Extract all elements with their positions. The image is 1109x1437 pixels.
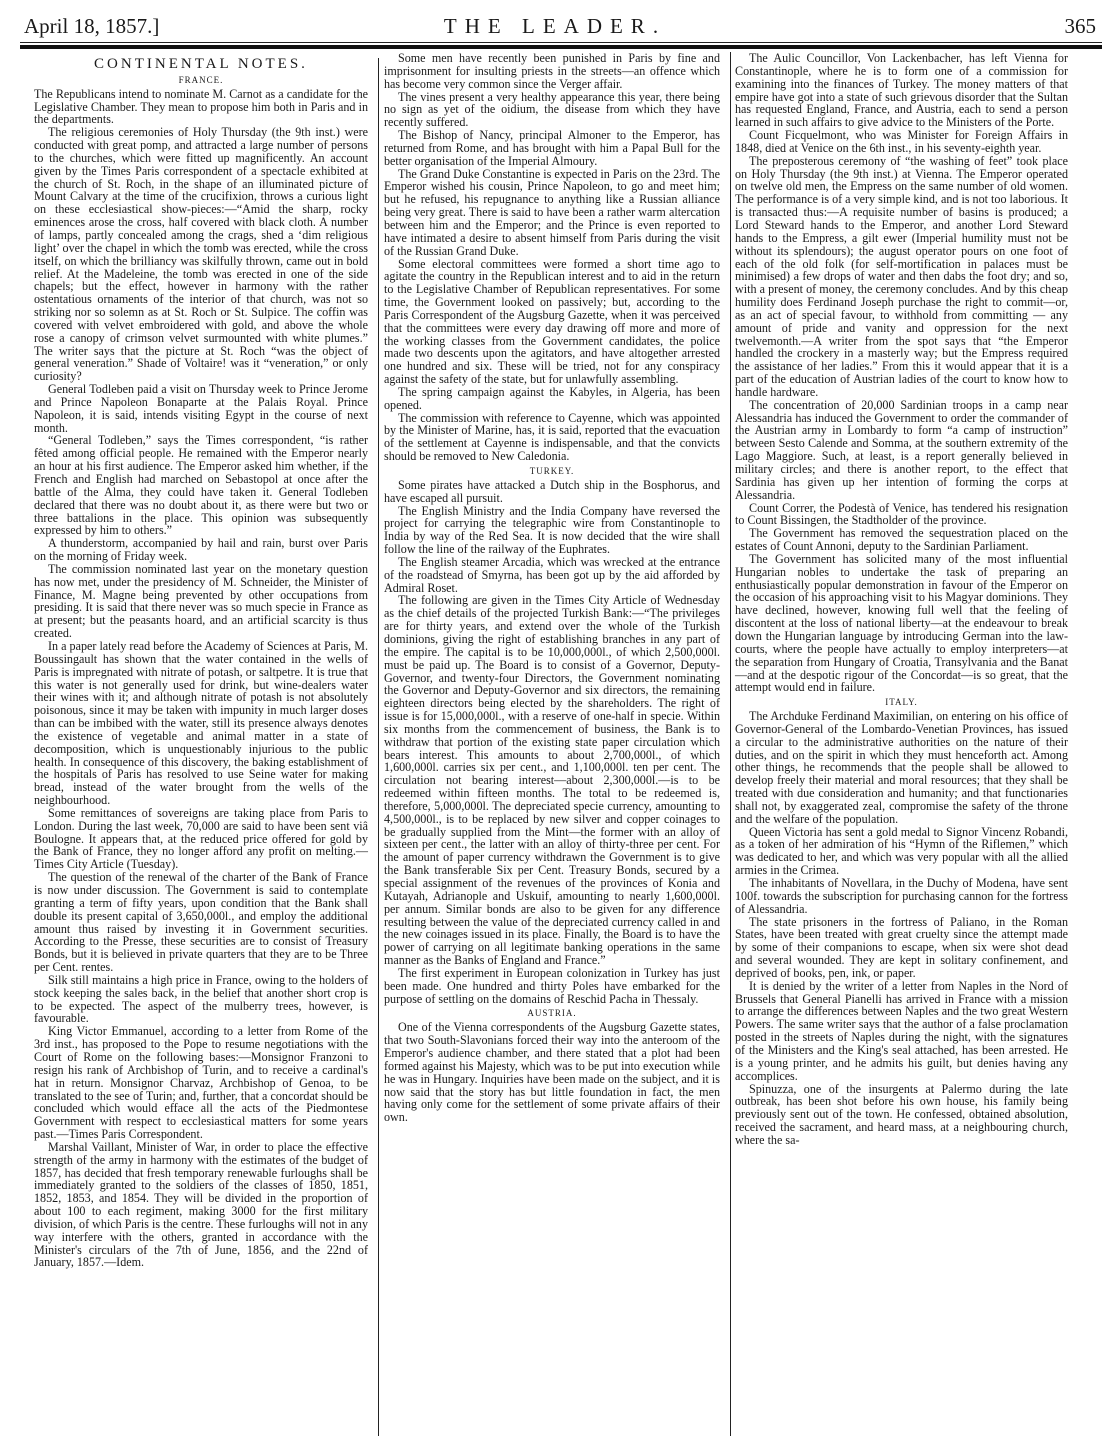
- paragraph: The Grand Duke Constantine is expected in Paris on the 23rd. The Emperor wished his cousin, Prince Napoleon, to go and meet him; but he refused, his repugnance to anything like a Russian alliance being very great. There is said to have been a rather warm altercation between him and the Emperor; and the Prince is even reported to have intimated a desire to absent himself from Paris during the visit of the Russian Grand Duke.: [384, 166, 720, 258]
- paragraph: The spring campaign against the Kabyles, in Algeria, has been opened.: [384, 384, 720, 412]
- column-2: [384, 52, 720, 1124]
- paragraph: The following are given in the Times City Article of Wednesday as the chief details of the projected Turkish Bank:—“The privileges are for thirty years, and extend over the whole of the Turkish dominions, giving the right of establishing branches in any part of the empire. The capital is to be 10,000,000l., of which 2,500,000l. must be paid up. The Board is to consist of a Governor, Deputy-Governor, and twenty-four Directors, the Government nominating the Governor and Deputy-Governor and six directors, the remaining eighteen directors being elected by the shareholders. The right of issue is for 15,000,000l., with a reserve of one-half in specie. Within six months from the commencement of business, the Bank is to withdraw that portion of the existing state paper circulation which bears interest. This amounts to about 2,700,000l., of which 1,600,000l. carries six per cent., and 1,100,000l. ten per cent. The circulation not bearing interest—about 2,300,000l.—is to be redeemed within fifteen months. The total to be redeemed is, therefore, 5,000,000l. The depreciated specie currency, amounting to 4,500,000l., is to be replaced by new silver and copper coinages to be gradually supplied from the Mint—the former with an alloy of sixteen per cent., the latter with an alloy of thirty-three per cent. For the amount of paper currency withdrawn the Government is to give the Bank transferable Six per Cent. Treasury Bonds, secured by a special assignment of the revenues of the provinces of Konia and Kutayah, Adrianople and Uskuif, amounting to nearly 1,600,000l. per annum. Similar bonds are also to be given for any difference resulting between the value of the depreciated currency called in and the new coinages issued in its place. Finally, the Board is to have the power of carrying on all legitimate banking operations in the same manner as the Banks of England and France.”: [384, 593, 720, 968]
- section-heading-france: FRANCE.: [178, 74, 224, 85]
- paragraph-continues: One of the Vienna correspondents of the Augsburg Gazette states, that two South-Slavonians forced their way into the anteroom of the Emperor's audience chamber, and there stated that a plot had been formed against his Majesty, which was to be put into execution while he was in Hungary. Inquiries have been made on the subject, and it is now said that the story has but little foundation in fact, the men having only come for the settlement of some private affairs of their own.: [384, 1020, 720, 1125]
- paragraph: The commission nominated last year on the monetary question has now met, under the presidency of M. Schneider, the Minister of Finance, M. Magne being prevented by other occupations from presiding. It is said that there never was so much specie in France as at present; but the peasants hoard, and an artificial scarcity is thus created.: [34, 561, 368, 641]
- column-divider: [730, 52, 731, 1436]
- paragraph: The Bishop of Nancy, principal Almoner to the Emperor, has returned from Rome, and has brought with him a Papal Bull for the better organisation of the Imperial Almoury.: [384, 128, 720, 168]
- paragraph: Spinuzza, one of the insurgents at Palermo during the late outbreak, has been shot before his own house, his family being previously sent out of the town. He confessed, obtained absolution, received the sacrament, and heard mass, at a neighbouring church, where the sa-: [735, 1081, 1068, 1147]
- paragraph: General Todleben paid a visit on Thursday week to Prince Jerome and Prince Napoleon Bonaparte at the Palais Royal. Prince Napoleon, it is said, intends visiting Egypt in the course of next month.: [34, 382, 368, 435]
- paragraph: It is denied by the writer of a letter from Naples in the Nord of Brussels that General Pianelli has arrived in France with a mission to arrange the differences between Naples and the two great Western Powers. The same writer says that the author of a false proclamation posted in the streets of Naples during the night, with the signatures of the Ministers and the King's seal attached, has been arrested. He is a young printer, and he admits his guilt, but denies having any accomplices.: [735, 978, 1068, 1083]
- paragraph: The commission with reference to Cayenne, which was appointed by the Minister of Marine, has, it is said, reported that the evacuation of the settlement at Cayenne is indispensable, and that the convicts should be removed to New Caledonia.: [384, 410, 720, 464]
- column-divider: [378, 58, 379, 1436]
- section-heading-austria: AUSTRIA.: [527, 1008, 577, 1019]
- header-rule-thick: [20, 45, 1102, 49]
- paragraph: The religious ceremonies of Holy Thursday (the 9th inst.) were conducted with great pomp, and attracted a large number of persons to the churches, which were fitted up magnificently. An account given by the Times Paris correspondent of a spectacle exhibited at the church of St. Roch, in the shape of an illuminated picture of Mount Calvary at the time of the crucifixion, throws a curious light on these ecclesiastical show-pieces:—“Amid the sharp, rocky eminences arose the cross, half covered with black cloth. A number of lamps, partly concealed among the crags, shed a ‘dim religious light’ over the chapel in which the tomb was erected, while the cross itself, on which the brilliancy was skilfully thrown, came out in bold relief. At the Madeleine, the tomb was erected in one of the side chapels; but the effect, however in harmony with the rather ostentatious ornaments of the interior of that church, was not so striking nor so solemn as at St. Roch or St. Sulpice. The coffin was covered with velvet embroidered with gold, and above the whole rose a canopy of crimson velvet surmounted with white plumes.” The writer says that the picture at St. Roch “was the object of general veneration.” Shade of Voltaire! was it “veneration,” or only curiosity?: [34, 125, 368, 384]
- paragraph: Count Correr, the Podestà of Venice, has tendered his resignation to Count Bissingen, the Stadtholder of the province.: [735, 500, 1068, 528]
- article-title: CONTINENTAL NOTES.: [94, 56, 308, 72]
- paragraph: The Aulic Councillor, Von Lackenbacher, has left Vienna for Constantinople, where he is to form one of a commission for examining into the finances of Turkey. The money matters of that empire have got into a state of such grievous disorder that the Sultan has requested England, France, and Austria, each to send a person learned in such affairs to give advice to the Ministers of the Porte.: [735, 51, 1068, 130]
- paragraph: A thunderstorm, accompanied by hail and rain, burst over Paris on the morning of Friday week.: [34, 536, 368, 564]
- paragraph: The Government has solicited many of the most influential Hungarian nobles to undertake the task of preparing an enthusiastically popular demonstration in favour of the Emperor on the occasion of his approaching visit to his Magyar dominions. They have declined, however, knowing full well that the feeling of discontent at the loss of national liberty—at the endeavour to break down the Hungarian language by introducing German into the law-courts, where the people have actually to employ interpreters—at the separation from Hungary of Croatia, Transylvania and the Banat—and at the despotic rigour of the Concordat—is so great, that the attempt would end in failure.: [735, 551, 1068, 695]
- paragraph: The question of the renewal of the charter of the Bank of France is now under discussion. The Government is said to contemplate granting a term of fifty years, upon condition that the Bank shall double its present capital of 3,650,000l., and employ the additional amount thus raised by investing it in Government securities. According to the Presse, these securities are to consist of Treasury Bonds, but it is believed in private quarters that they are to be Three per Cent. rentes.: [34, 870, 368, 975]
- paragraph: The Republicans intend to nominate M. Carnot as a candidate for the Legislative Chamber. They mean to propose him both in Paris and in the departments.: [34, 86, 368, 127]
- column-3: [735, 52, 1068, 1147]
- paragraph: Queen Victoria has sent a gold medal to Signor Vincenz Robandi, as a token of her admiration of his “Hymn of the Riflemen,” which was dedicated to her, and which was very popular with all the allied armies in the Crimea.: [735, 824, 1068, 878]
- section-heading-italy: ITALY.: [885, 697, 918, 708]
- paragraph: The state prisoners in the fortress of Paliano, in the Roman States, have been treated with great cruelty since the attempt made by some of their companions to escape, when six were shot dead and several wounded. They are kept in solitary confinement, and deprived of books, pen, ink, or paper.: [735, 914, 1068, 980]
- paragraph: King Victor Emmanuel, according to a letter from Rome of the 3rd inst., has proposed to the Pope to resume negotiations with the Court of Rome on the following bases:—Monsignor Franzoni to resign his rank of Archbishop of Turin, and to receive a cardinal's hat in return. Monsignor Charvaz, Archbishop of Genoa, to be translated to the see of Turin; and, further, that a concordat should be concluded which would efface all the acts of the Piedmontese Government with respect to ecclesiastical matters for some years past.—Times Paris Correspondent.: [34, 1024, 368, 1142]
- paragraph: The first experiment in European colonization in Turkey has just been made. One hundred and thirty Poles have embarked for the purpose of settling on the domains of Reschid Pacha in Thessaly.: [384, 965, 720, 1006]
- paragraph: The concentration of 20,000 Sardinian troops in a camp near Alessandria has induced the Government to order the commander of the Austrian army in Lombardy to form “a camp of instruction” between Sesto Calende and Somma, at the southern extremity of the Lago Maggiore. Such, at least, is a report generally believed in military circles; and there is another report, to the effect that Sardinia has given up her intention of forming the corps at Alessandria.: [735, 397, 1068, 502]
- paragraph-continued: Marshal Vaillant, Minister of War, in order to place the effective strength of the army in harmony with the estimates of the budget of 1857, has decided that fresh temporary renewable furloughs shall be immediately granted to the soldiers of the classes of 1850, 1851, 1852, 1853, and 1854. They will be divided in the proportion of about 100 to each regiment, making 3000 for the first military division, of which Paris is the centre. These furloughs will not in any way interfere with the others, granted in accordance with the Minister's circulars of the 7th of June, 1856, and the 22nd of January, 1857.—Idem.: [34, 1139, 368, 1270]
- paragraph: The vines present a very healthy appearance this year, there being no sign as yet of the oidium, the disease from which they have recently suffered.: [384, 89, 720, 130]
- paragraph: The inhabitants of Novellara, in the Duchy of Modena, have sent 100f. towards the subscription for purchasing cannon for the fortress of Alessandria.: [735, 876, 1068, 916]
- paragraph: Some men have recently been punished in Paris by fine and imprisonment for insulting priests in the streets—an offence which has become very common since the Verger affair.: [384, 51, 720, 91]
- section-heading-turkey: TURKEY.: [529, 466, 575, 476]
- paragraph: Some remittances of sovereigns are taking place from Paris to London. During the last week, 70,000 are said to have been sent viâ Boulogne. It appears that, at the reduced price offered for gold by the Bank of France, they no longer afford any profit on melting.—Times City Article (Tuesday).: [34, 805, 368, 872]
- paragraph: Count Ficquelmont, who was Minister for Foreign Affairs in 1848, died at Venice on the 6th inst., in his seventy-eighth year.: [735, 128, 1068, 155]
- paragraph: Silk still maintains a high price in France, owing to the holders of stock keeping the sales back, in the belief that another short crop is to be expected. The aspect of the mulberry trees, however, is favourable.: [34, 972, 368, 1026]
- paragraph: Some electoral committees were formed a short time ago to agitate the country in the Republican interest and to aid in the return to the Legislative Chamber of Republican representatives. For some time, the Government looked on passively; but, according to the Paris Correspondent of the Augsburg Gazette, when it was perceived that the committees were every day drawing off more and more of the working classes from the Government candidates, the police made two descents upon the agitators, and have altogether arrested one hundred and six. These will be tried, not for any conspiracy against the safety of the state, but for unlawfully assembling.: [384, 256, 720, 387]
- header-rule-thin: [20, 42, 1102, 43]
- paragraph: “General Todleben,” says the Times correspondent, “is rather fêted among official people. He remained with the Emperor nearly an hour at his first audience. The Emperor asked him whether, if the French and English had marched on Sebastopol at once after the battle of the Alma, they could have taken it. General Todleben declared that there was no doubt about it, as there were but two or three battalions in the place. This opinion was subsequently expressed by him to others.”: [34, 433, 368, 538]
- paragraph: The Archduke Ferdinand Maximilian, on entering on his office of Governor-General of the Lombardo-Venetian Provinces, has issued a circular to the administrative authorities on the nature of their duties, and on the spirit in which they must henceforth act. Among other things, he recommends that the people shall be allowed to develop freely their material and moral resources; that they shall be treated with due consideration and humanity; and that functionaries shall not, by exaggerated zeal, compromise the safety of the throne and the welfare of the population.: [735, 709, 1068, 826]
- paragraph: In a paper lately read before the Academy of Sciences at Paris, M. Boussingault has shown that the water contained in the wells of Paris is impregnated with nitrate of potash, or saltpetre. It is true that this water is not generally used for drink, but wine-dealers water their wines with it; and although nitrate of potash is not absolutely poisonous, since it may be taken with impunity in much larger doses than can be imbibed with the water, still its presence always denotes the existence of vegetable and animal matter in a state of decomposition, which is unquestionably injurious to the public health. In consequence of this discovery, the baking establishment of the hospitals of Paris has resolved to use Seine water for making bread, instead of the water brought from the wells of the neighbourhood.: [34, 638, 368, 808]
- page-number: 365: [1064, 14, 1096, 38]
- issue-date: April 18, 1857.]: [24, 14, 160, 38]
- masthead: [20, 14, 1102, 38]
- newspaper-title: THE LEADER.: [443, 14, 667, 38]
- paragraph: The preposterous ceremony of “the washing of feet” took place on Holy Thursday (the 9th inst.) at Vienna. The Emperor operated on twelve old men, the Empress on the same number of old women. The performance is of a very simple kind, and is not too laborious. It is transacted thus:—A requisite number of basins is produced; a Lord Steward hands to the Emperor, and another Lord Steward hands to the Empress, a gilt ewer (Imperial humility must not be without its splendours); the august operator pours on one foot of each of the old folk (for self-mortification in palaces must be minimised) a few drops of water and then dabs the foot dry; and so, with a present of money, the ceremony concludes. And by this cheap humility does Ferdinand Joseph purchase the right to commit—or, as an act of special favour, to withhold from committing — any amount of pride and vanity and oppression for the next twelvemonth.—A writer from the spot says that “the Emperor handled the crockery in a masterly way; but the Empress required the assistance of her ladies.” From this it would appear that it is a part of the education of Austrian ladies of the court to know how to handle hardware.: [735, 153, 1068, 399]
- paragraph: The Government has removed the sequestration placed on the estates of Count Annoni, deputy to the Sardinian Parliament.: [735, 526, 1068, 554]
- paragraph: The English Ministry and the India Company have reversed the project for carrying the telegraphic wire from Constantinople to India by way of the Red Sea. It is now decided that the wire shall follow the line of the railway of the Euphrates.: [384, 503, 720, 557]
- paragraph: The English steamer Arcadia, which was wrecked at the entrance of the roadstead of Smyrna, has been got up by the aid afforded by Admiral Roset.: [384, 554, 720, 595]
- column-1: [34, 52, 368, 1269]
- paragraph: Some pirates have attacked a Dutch ship in the Bosphorus, and have escaped all pursuit.: [384, 477, 720, 505]
